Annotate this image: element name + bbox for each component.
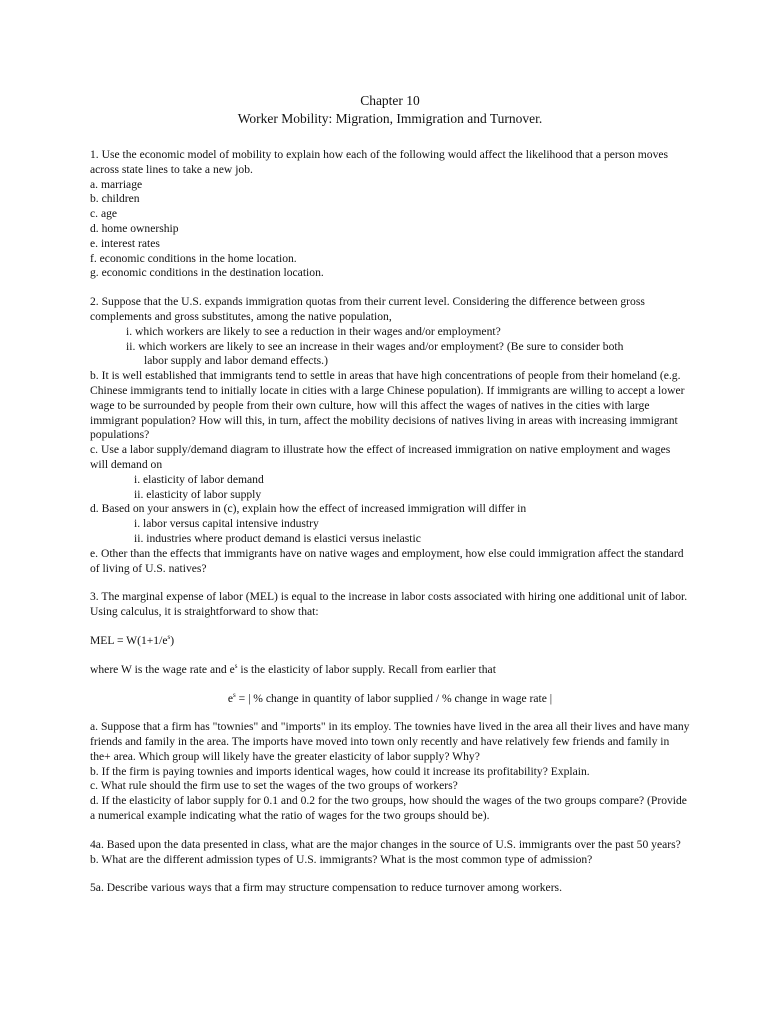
- question-3-d: d. If the elasticity of labor supply for 0.1 and 0.2 for the two groups, how should the wages of the two groups compare? (Provide a numerical example indicating what the ratio of wages for the two groups should be).: [90, 794, 687, 823]
- question-2-d: d. Based on your answers in (c), explain how the effect of increased immigration will differ in: [90, 502, 527, 516]
- question-1-item-c: c. age: [90, 207, 118, 221]
- question-3-c: c. What rule should the firm use to set the wages of the two groups of workers?: [90, 779, 458, 793]
- elasticity-formula-symbol: e: [227, 691, 234, 705]
- elasticity-formula: [90, 692, 690, 707]
- question-1-item-d: d. home ownership: [90, 221, 179, 235]
- question-5: [90, 881, 690, 896]
- question-2-stem: 2. Suppose that the U.S. expands immigration quotas from their current level. Considering the difference between gross complements and gross substitutes, among the native population,: [90, 295, 645, 323]
- question-2-d-i: i. labor versus capital intensive industry: [134, 517, 319, 531]
- question-3-a: a. Suppose that a firm has "townies" and "imports" in its employ. The townies have lived in the area all their lives and have many friends and family in the area. The imports have moved into town only recently and have relatively few friends and family in the+ area. Which group will likely have the greater elasticity of labor supply? Why?: [90, 720, 690, 763]
- mel-formula-main: MEL = W(1+1/e: [90, 633, 168, 647]
- wage-definition-end: is the elasticity of labor supply. Recall from earlier that: [237, 662, 496, 676]
- question-2-c-ii: ii. elasticity of labor supply: [134, 487, 262, 501]
- question-3-b: b. If the firm is paying townies and imports identical wages, how could it increase its profitability? Explain.: [90, 764, 590, 778]
- question-3: [90, 590, 690, 620]
- mel-formula: [90, 634, 690, 649]
- question-2-a-ii-continued: labor supply and labor demand effects.): [144, 354, 328, 368]
- chapter-heading: Chapter 10: [360, 93, 420, 108]
- question-1-item-a: a. marriage: [90, 177, 143, 191]
- chapter-title: Worker Mobility: Migration, Immigration and Turnover.: [237, 111, 543, 126]
- elasticity-formula-superscript: s: [233, 690, 236, 699]
- elasticity-formula-body: = | % change in quantity of labor supplied / % change in wage rate |: [235, 691, 553, 705]
- question-2: [90, 295, 690, 576]
- question-1-item-e: e. interest rates: [90, 236, 160, 250]
- question-2-c-i: i. elasticity of labor demand: [134, 472, 264, 486]
- question-2-d-ii: ii. industries where product demand is elastici versus inelastic: [134, 531, 421, 545]
- question-1-item-b: b. children: [90, 192, 140, 206]
- question-3-stem: 3. The marginal expense of labor (MEL) is equal to the increase in labor costs associated with hiring one additional unit of labor. Using calculus, it is straightforward to show that:: [90, 590, 688, 619]
- question-2-a-ii: ii. which workers are likely to see an increase in their wages and/or employment? (Be sure to consider both: [126, 339, 624, 353]
- question-1-stem: 1. Use the economic model of mobility to explain how each of the following would affect the likelihood that a person moves across state lines to take a new job.: [90, 148, 669, 176]
- mel-formula-close: ): [170, 633, 175, 647]
- wage-definition-start: where W is the wage rate and e: [90, 662, 235, 676]
- question-4: [90, 838, 690, 868]
- question-2-c: c. Use a labor supply/demand diagram to illustrate how the effect of increased immigration on native employment and wages will demand on: [90, 443, 671, 471]
- wage-definition: [90, 663, 690, 678]
- mel-formula-superscript: s: [167, 633, 171, 642]
- question-4-a: 4a. Based upon the data presented in class, what are the major changes in the source of U.S. immigrants over the past 50 years?: [90, 837, 681, 851]
- question-1-item-f: f. economic conditions in the home location.: [90, 251, 297, 265]
- question-4-b: b. What are the different admission types of U.S. immigrants? What is the most common type of admission?: [90, 852, 593, 866]
- question-2-b: b. It is well established that immigrants tend to settle in areas that have high concentrations of people from their homeland (e.g. Chinese immigrants tend to initially locate in cities with a large Chinese population). If immigrants are willing to accept a lower wage to be surrounded by people from their own culture, how will this affect the wages of natives in the cities with large immigrant population? How will this, in turn, affect the mobility decisions of natives living in areas with increasing immigrant populations?: [90, 369, 685, 442]
- wage-definition-superscript: s: [234, 661, 238, 670]
- question-2-a-i: i. which workers are likely to see a reduction in their wages and/or employment?: [126, 324, 501, 338]
- question-3-parts: [90, 720, 690, 824]
- document-page: [90, 92, 690, 910]
- question-5-a: 5a. Describe various ways that a firm may structure compensation to reduce turnover among workers.: [90, 881, 562, 895]
- question-1-item-g: g. economic conditions in the destination location.: [90, 266, 324, 280]
- question-2-e: e. Other than the effects that immigrants have on native wages and employment, how else could immigration affect the standard of living of U.S. natives?: [90, 546, 684, 575]
- question-1: [90, 148, 690, 281]
